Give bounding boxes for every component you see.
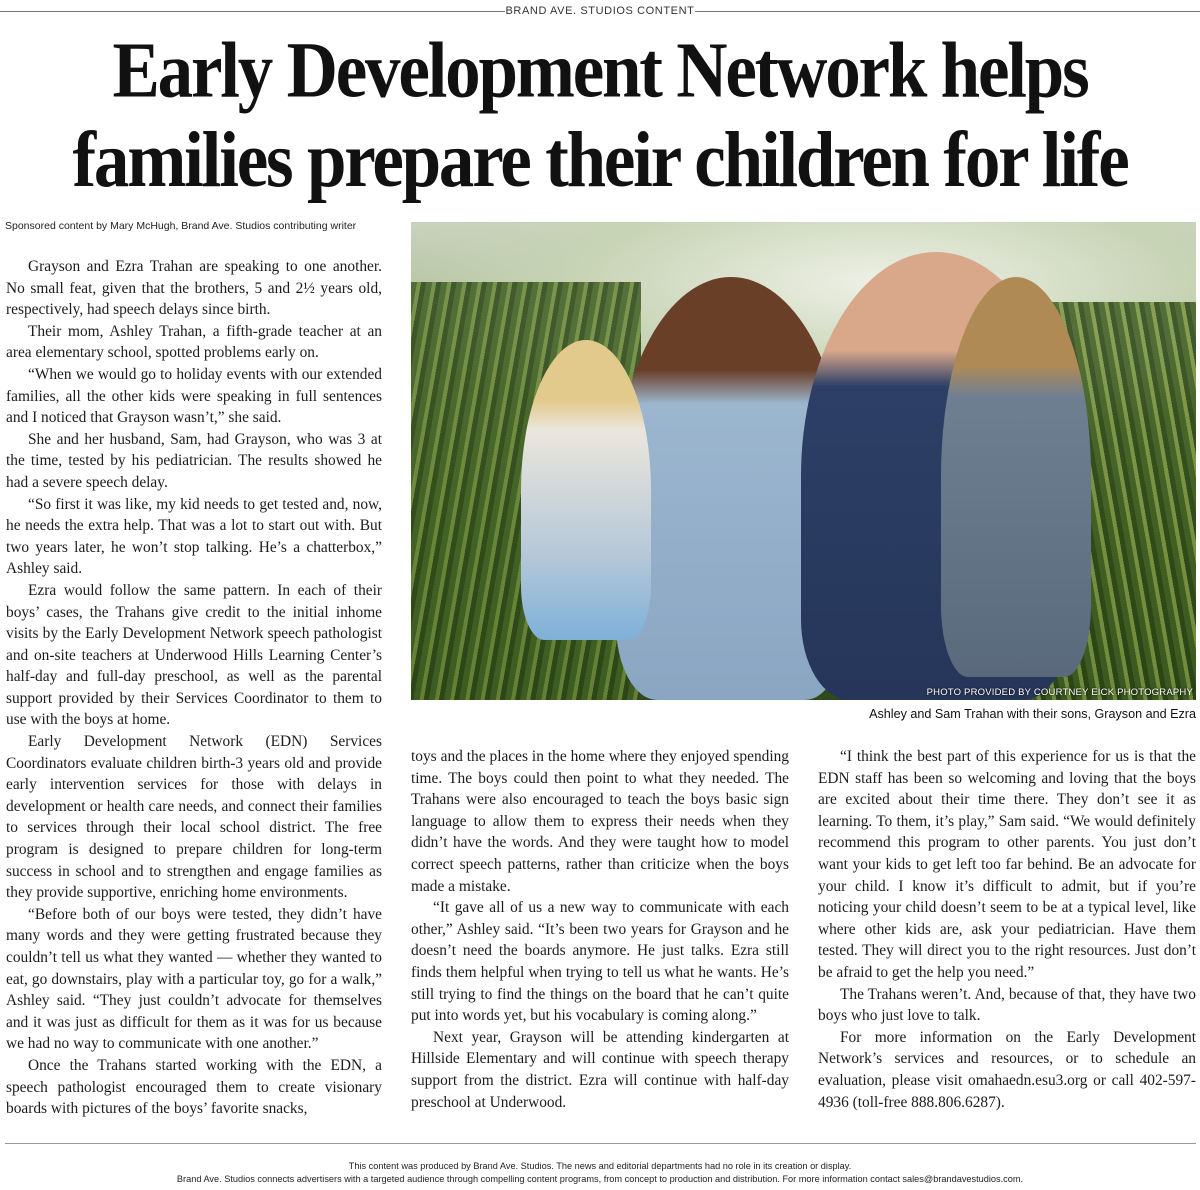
article-column-3 bbox=[818, 746, 1196, 1113]
paragraph: Ezra would follow the same pattern. In each of their boys’ cases, the Trahans give credit to the initial inhome visits by the Early Development Network speech pathologist and on-site teachers at Underwood Hills Learning Center’s half-day and full-day preschool, as well as the parental support provided by their Services Coordinator to them to use with the boys at home. bbox=[6, 581, 382, 729]
header-rule-right bbox=[695, 11, 1200, 12]
paragraph: “When we would go to holiday events with our extended families, all the other kids were speaking in full sentences and I noticed that Grayson wasn’t,” she said. bbox=[6, 365, 382, 427]
photo-figure-child-right bbox=[941, 277, 1091, 677]
photo-credit: PHOTO PROVIDED BY COURTNEY EICK PHOTOGRAPHY bbox=[926, 687, 1193, 698]
paragraph: For more information on the Early Development Network’s services and resources, or to schedule an evaluation, please visit omahaedn.esu3.org or call 402-597-4936 (toll-free 888.806.6287). bbox=[818, 1028, 1196, 1111]
headline bbox=[0, 26, 1200, 205]
family-photo bbox=[411, 222, 1196, 700]
article-column-1 bbox=[6, 256, 382, 1120]
headline-line-1: Early Development Network helps bbox=[112, 27, 1088, 115]
photo-caption: Ashley and Sam Trahan with their sons, Grayson and Ezra bbox=[869, 707, 1196, 721]
paragraph: She and her husband, Sam, had Grayson, who was 3 at the time, tested by his pediatrician. The results showed he had a severe speech delay. bbox=[6, 430, 382, 491]
section-header bbox=[0, 3, 1200, 19]
paragraph: “It gave all of us a new way to communicate with each other,” Ashley said. “It’s been two years for Grayson and he doesn’t need the boards anymore. He just talks. Ezra still finds them helpful when trying to tell us what he wants. He’s still trying to find the things on the board that he can’t quite put into words yet, but his vocabulary is coming along.” bbox=[411, 899, 789, 1025]
paragraph: Early Development Network (EDN) Services Coordinators evaluate children birth-3 years old and provide early intervention services for those with delays in development or health care needs, and connect their families to services through their local school district. The free program is designed to prepare children for long-term success in school and to strengthen and engage families as they provide supportive, enriching home environments. bbox=[6, 733, 382, 902]
paragraph: The Trahans weren’t. And, because of that, they have two boys who just love to talk. bbox=[818, 985, 1196, 1025]
byline: Sponsored content by Mary McHugh, Brand Ave. Studios contributing writer bbox=[5, 220, 357, 232]
footer-disclaimer: This content was produced by Brand Ave. Studios. The news and editorial departments had no role in its creation or display. bbox=[348, 1161, 852, 1171]
photo-figure-child-left bbox=[521, 340, 651, 640]
paragraph: “Before both of our boys were tested, they didn’t have many words and they were getting frustrated because they couldn’t tell us what they wanted — whether they wanted to eat, go downstairs, play with a particular toy, go for a walk,” Ashley said. “They just couldn’t advocate for themselves and it was just as difficult for them as it was for us because we had no way to communicate with one another.” bbox=[6, 905, 382, 1053]
paragraph: Next year, Grayson will be attending kindergarten at Hillside Elementary and will continue with speech therapy support from the district. Ezra will continue with half-day preschool at Underwood. bbox=[411, 1028, 789, 1111]
footer-contact: Brand Ave. Studios connects advertisers with a targeted audience through compelling content programs, from concept to production and distribution. For more information contact sales@brandavestudios.com. bbox=[176, 1174, 1024, 1184]
paragraph: Once the Trahans started working with the EDN, a speech pathologist encouraged them to create visionary boards with pictures of the boys’ favorite snacks, bbox=[6, 1056, 382, 1118]
paragraph: toys and the places in the home where they enjoyed spending time. The boys could then point to what they needed. The Trahans were also encouraged to teach the boys basic sign language to allow them to express their needs when they didn’t have the words. And they were taught how to model correct speech patterns, rather than criticize when the boys made a mistake. bbox=[411, 748, 789, 895]
headline-line-2: families prepare their children for life bbox=[72, 116, 1128, 205]
paragraph: Their mom, Ashley Trahan, a fifth-grade teacher at an area elementary school, spotted problems early on. bbox=[6, 322, 382, 362]
paragraph: Grayson and Ezra Trahan are speaking to one another. No small feat, given that the brothers, 5 and 2½ years old, respectively, had speech delays since birth. bbox=[6, 258, 382, 319]
paragraph: “So first it was like, my kid needs to get tested and, now, he needs the extra help. That was a lot to start out with. But two years later, he won’t stop talking. He’s a chatterbox,” Ashley said. bbox=[6, 495, 382, 578]
header-rule-left bbox=[0, 11, 505, 12]
paragraph: “I think the best part of this experience for us is that the EDN staff has been so welcoming and loving that the boys are excited about their time there. They don’t see it as learning. To them, it’s play,” Sam said. “We would definitely recommend this program to other parents. You just don’t want your kids to get left too far behind. Be an advocate for your child. I know it’s difficult to admit, but if you’re noticing your child doesn’t seem to be at a typical level, like where other kids are, ask your pediatrician. Have them tested. They will direct you to the right resources. Just don’t be afraid to get the help you need.” bbox=[818, 748, 1196, 981]
footer-rule bbox=[5, 1143, 1196, 1144]
article-column-2 bbox=[411, 746, 789, 1113]
section-label: BRAND AVE. STUDIOS CONTENT bbox=[505, 5, 695, 17]
